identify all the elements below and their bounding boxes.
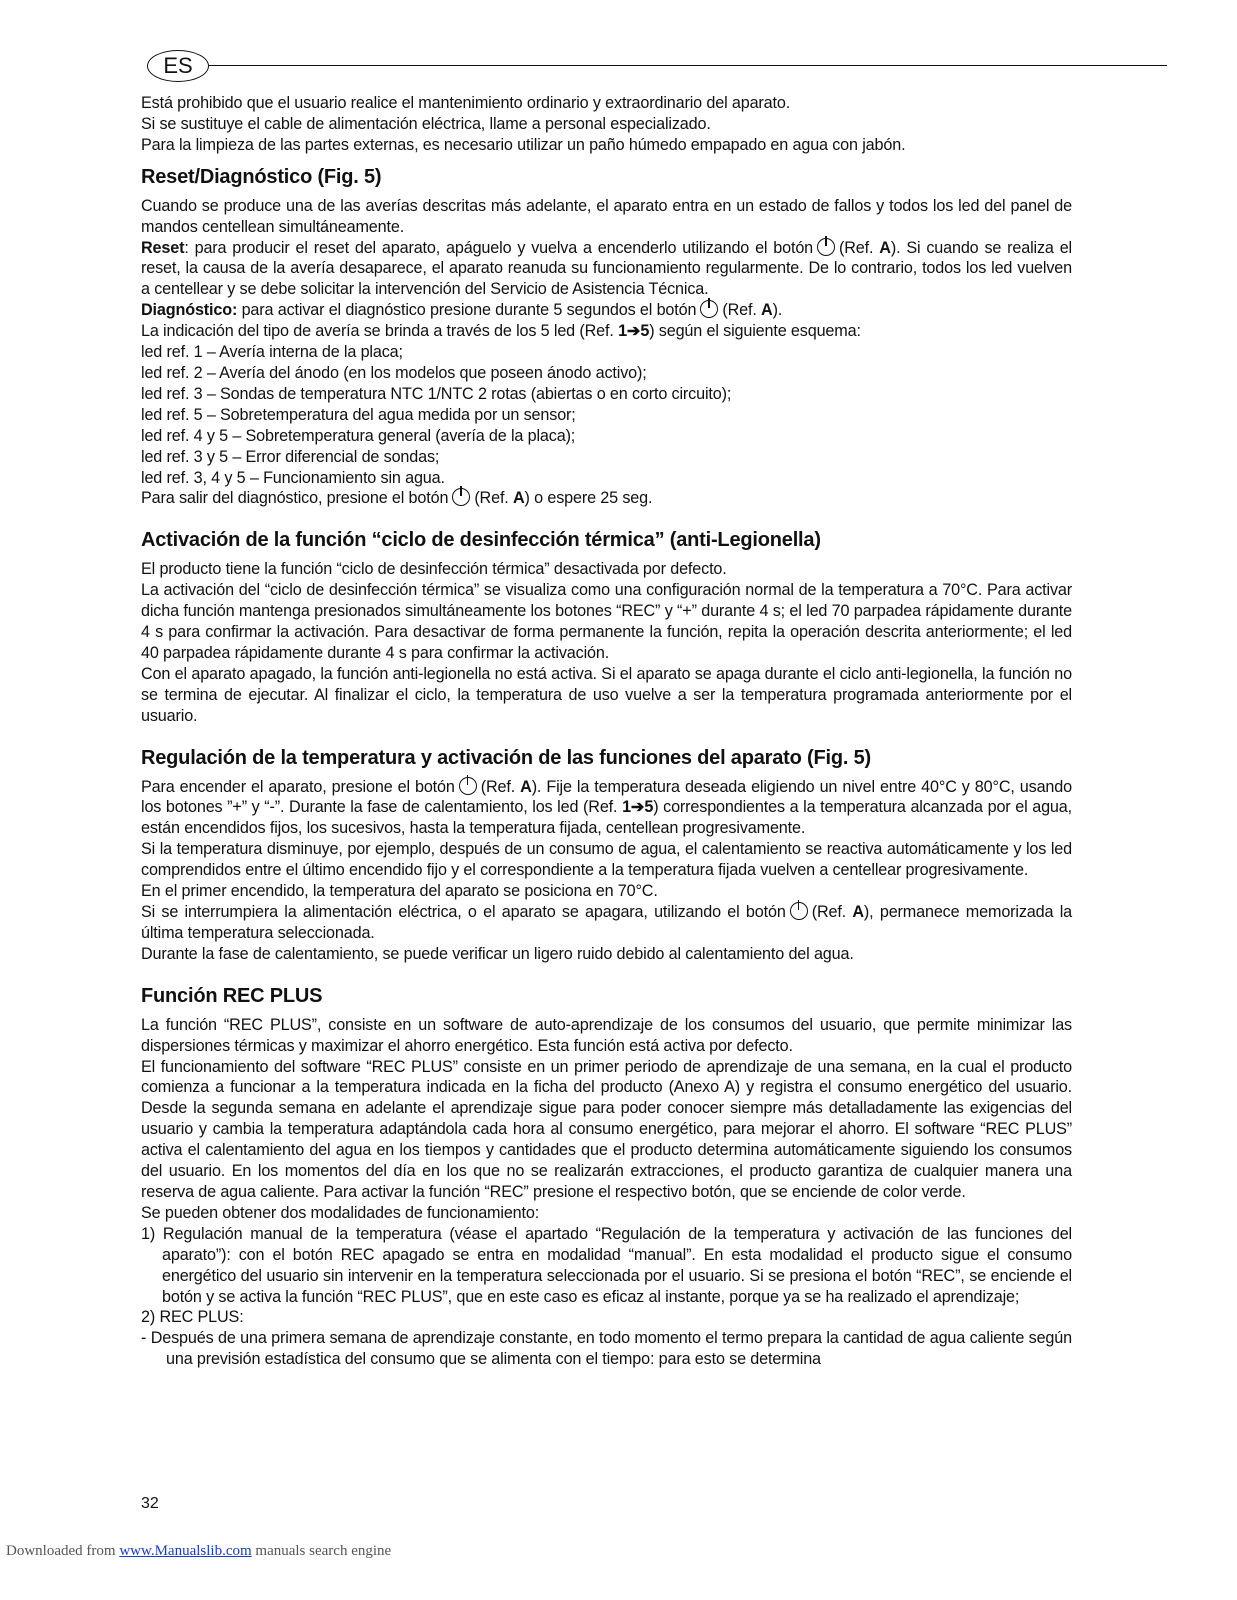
manualslib-link[interactable]: www.Manualslib.com <box>119 1543 252 1559</box>
reset-instructions: Reset: para producir el reset del aparato, apáguelo y vuelva a encenderlo utilizando el botón (Ref. A). Si cuando se realiza el reset, la causa de la avería desaparece, el aparato reanuda su funcionamiento regularmente. De lo contrario, todos los led vuelven a centellear y se debe solicitar la intervención del Servicio de Asistencia Técnica. <box>141 238 1072 299</box>
led-list-item: led ref. 3 – Sondas de temperatura NTC 1/NTC 2 rotas (abiertas o en corto circuito); <box>141 384 732 403</box>
power-icon <box>452 488 470 506</box>
power-icon <box>459 777 477 795</box>
regulation-paragraph: Si se interrumpiera la alimentación eléctrica, o el aparato se apagara, utilizando el botón (Ref. A), permanece memorizada la última temperatura seleccionada. <box>141 903 1072 942</box>
recplus-paragraph: La función “REC PLUS”, consiste en un software de auto-aprendizaje de los consumos del usuario, que permite minimizar las dispersiones térmicas y maximizar el ahorro energético. Esta función está activa por defecto. <box>141 1015 1072 1055</box>
section-title-recplus: Función REC PLUS <box>141 984 323 1007</box>
diagnostic-instructions: Diagnóstico: para activar el diagnóstico presione durante 5 segundos el botón (Ref. A). <box>141 301 783 320</box>
regulation-paragraph: En el primer encendido, la temperatura del aparato se posiciona en 70°C. <box>141 882 658 901</box>
led-list-item: led ref. 3 y 5 – Error diferencial de sondas; <box>141 447 440 466</box>
recplus-dash-item: - Después de una primera semana de aprendizaje constante, en todo momento el termo prepara la cantidad de agua caliente según una previsión estadística del consumo que se alimenta con el tiempo: para esto se determina <box>141 1329 1072 1369</box>
section-title-regulation: Regulación de la temperatura y activación de las funciones del aparato (Fig. 5) <box>141 746 871 769</box>
recplus-list-item: 2) REC PLUS: <box>141 1308 244 1327</box>
recplus-paragraph: El funcionamiento del software “REC PLUS” consiste en un primer periodo de aprendizaje de una semana, en la cual el producto comienza a funcionar a la temperatura indicada en la ficha del producto (Anexo A) y registra el consumo energético del usuario. Desde la segunda semana en adelante el aprendizaje sigue para poder conocer siempre más detalladamente las exigencias del usuario y cambia la temperatura adaptándola cada hora al consumo energético, para mejorar el ahorro. El software “REC PLUS” activa el calentamiento del agua en los tiempos y cantidades que el producto determina automáticamente siguiendo los consumos del usuario. En los momentos del día en los que no se realizarán extracciones, el producto garantiza de cualquier manera una reserva de agua caliente. Para activar la función “REC” presione el respectivo botón, que se enciende de color verde. <box>141 1057 1072 1201</box>
section-title-legionella: Activación de la función “ciclo de desinfección térmica” (anti-Legionella) <box>141 529 821 552</box>
intro-line: Si se sustituye el cable de alimentación eléctrica, llame a personal especializado. <box>141 114 711 133</box>
page-header <box>147 50 1167 84</box>
legionella-paragraph: La activación del “ciclo de desinfección térmica” se visualiza como una configuración normal de la temperatura a 70°C. Para activar dicha función mantenga presionados simultáneamente los botones “REC” y “+” durante 4 s; el led 70 parpadea rápidamente durante 4 s para confirmar la activación. Para desactivar de forma permanente la función, repita la operación descrita anteriormente; el led 40 parpadea rápidamente durante 4 s para confirmar la activación. <box>141 581 1072 662</box>
reset-label: Reset <box>141 238 185 257</box>
language-badge: ES <box>147 50 209 82</box>
power-icon <box>817 238 835 256</box>
intro-line: Para la limpieza de las partes externas, es necesario utilizar un paño húmedo empapado en agua con jabón. <box>141 135 906 154</box>
page-number: 32 <box>141 1495 159 1512</box>
diagnostic-label: Diagnóstico: <box>141 301 238 320</box>
recplus-list-item: 1) Regulación manual de la temperatura (véase el apartado “Regulación de la temperatura y activación de las funciones del aparato”): con el botón REC apagado se entra en modalidad “manual”. En esta modalidad el producto sigue el consumo energético del usuario sin intervenir en la temperatura seleccionada por el usuario. Si se presiona el botón “REC”, se enciende el botón y se activa la función “REC PLUS”, que en este caso es eficaz al instante, porque ya se ha realizado el aprendizaje; <box>141 1224 1072 1306</box>
exit-diagnostic-line: Para salir del diagnóstico, presione el botón (Ref. A) o espere 25 seg. <box>141 489 653 508</box>
reset-paragraph: Cuando se produce una de las averías descritas más adelante, el aparato entra en un estado de fallos y todos los led del panel de mandos centellean simultáneamente. <box>141 196 1072 236</box>
led-list-item: led ref. 3, 4 y 5 – Funcionamiento sin agua. <box>141 468 445 487</box>
power-icon <box>700 300 718 318</box>
legionella-paragraph: Con el aparato apagado, la función anti-legionella no está activa. Si el aparato se apaga durante el ciclo anti-legionella, la función no se termina de ejecutar. Al finalizar el ciclo, la temperatura de uso vuelve a ser la temperatura programada anteriormente por el usuario. <box>141 664 1072 725</box>
led-list-item: led ref. 2 – Avería del ánodo (en los modelos que poseen ánodo activo); <box>141 363 647 382</box>
indication-line: La indicación del tipo de avería se brinda a través de los 5 led (Ref. 1➔5) según el siguiente esquema: <box>141 322 861 341</box>
regulation-paragraph: Para encender el aparato, presione el botón (Ref. A). Fije la temperatura deseada eligiendo un nivel entre 40°C y 80°C, usando los botones ”+” y “-”. Durante la fase de calentamiento, los led (Ref. 1➔5) correspondientes a la temperatura alcanzada por el agua, están encendidos fijos, los sucesivos, hasta la temperatura fijada, centellean progresivamente. <box>141 777 1072 838</box>
regulation-paragraph: Durante la fase de calentamiento, se puede verificar un ligero ruido debido al calentamiento del agua. <box>141 944 854 963</box>
section-title-reset: Reset/Diagnóstico (Fig. 5) <box>141 165 382 188</box>
document-body <box>141 93 1072 1370</box>
legionella-paragraph: El producto tiene la función “ciclo de desinfección térmica” desactivada por defecto. <box>141 560 727 579</box>
recplus-paragraph: Se pueden obtener dos modalidades de funcionamiento: <box>141 1203 540 1222</box>
power-icon <box>790 902 808 920</box>
led-list-item: led ref. 1 – Avería interna de la placa; <box>141 343 403 362</box>
led-list-item: led ref. 5 – Sobretemperatura del agua medida por un sensor; <box>141 405 576 424</box>
download-footer: Downloaded from www.Manualslib.com manuals search engine <box>6 1543 392 1559</box>
intro-line: Está prohibido que el usuario realice el mantenimiento ordinario y extraordinario del aparato. <box>141 94 791 112</box>
header-rule <box>205 65 1167 66</box>
regulation-paragraph: Si la temperatura disminuye, por ejemplo, después de un consumo de agua, el calentamiento se reactiva automáticamente y los led comprendidos entre el último encendido fijo y el correspondiente a la temperatura fijada vuelven a centellear progresivamente. <box>141 840 1072 880</box>
led-list-item: led ref. 4 y 5 – Sobretemperatura general (avería de la placa); <box>141 426 576 445</box>
